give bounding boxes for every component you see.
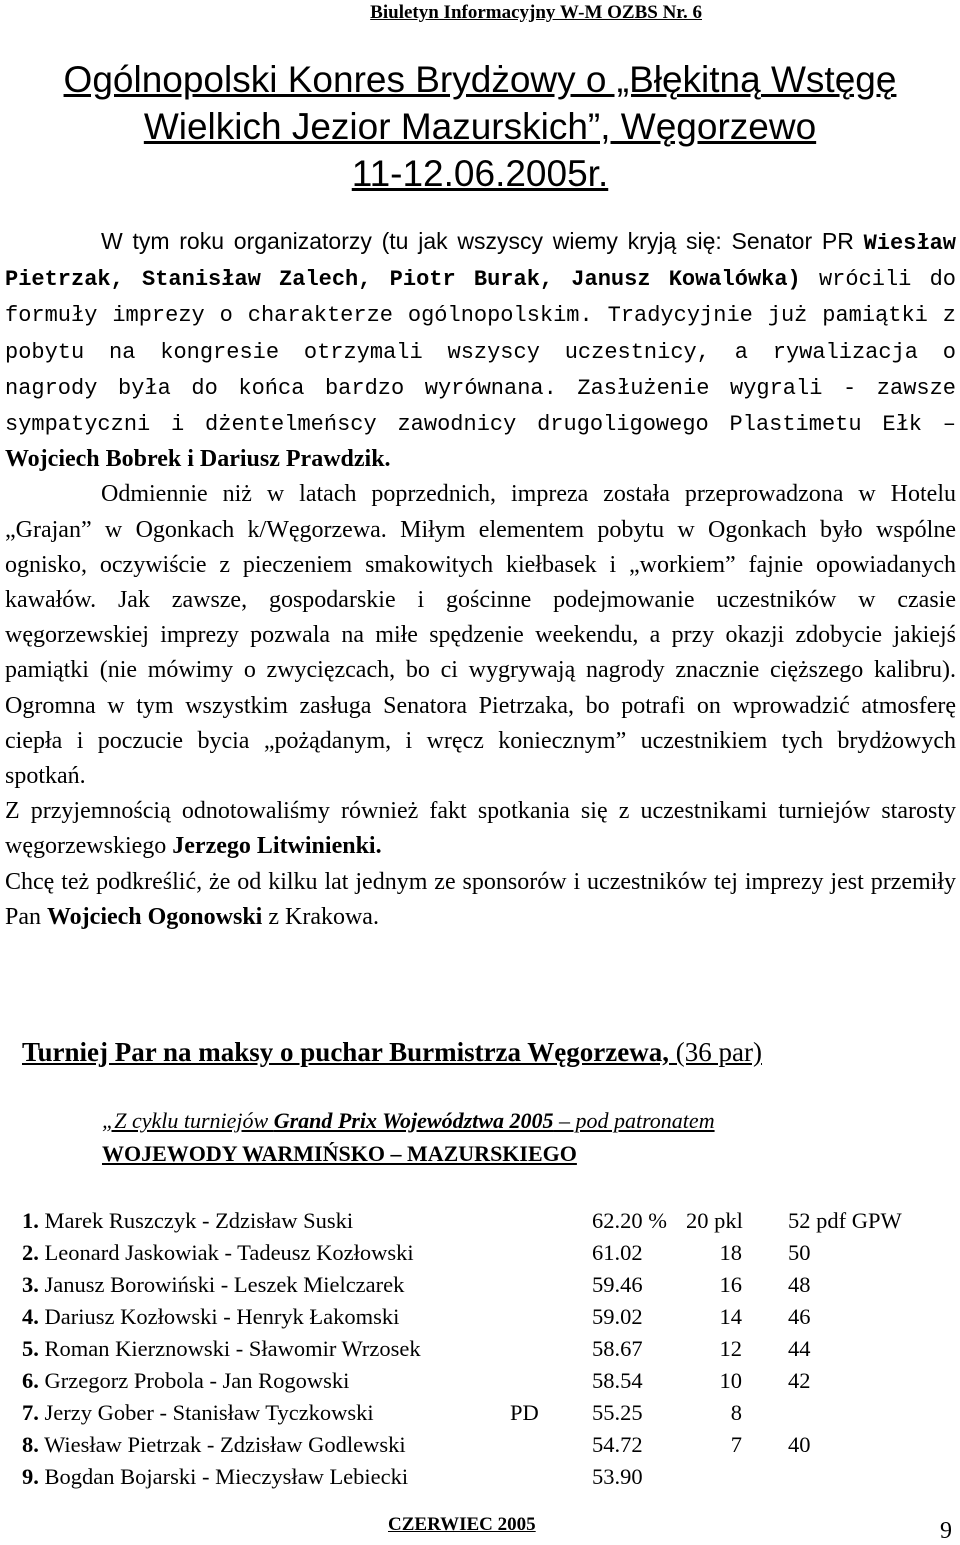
starost-name: Jerzego Litwinienki.	[172, 833, 382, 860]
result-pair	[22, 1301, 399, 1333]
paragraph-4-end: z Krakowa.	[262, 903, 379, 930]
title-line-3: 11-12.06.2005r.	[351, 153, 609, 194]
paragraph-2: Odmiennie niż w latach poprzednich, impreza została przeprowadzona w Hotelu „Grajan” w Ogonkach k/Węgorzewa. Miłym elementem pobytu w Ogonkach było wspólne ognisko, oczywiście z pieczeniem smakowitych kiełbasek i „workiem” fajnie opowiadanych kawałów. Jak zawsze, gospodarskie i gościnne podejmowanie uczestników w czasie węgorzewskiej imprezy pozwala na miłe spędzenie weekendu, a przy okazji zdobycie jakiejś pamiątki (nie mówimy o zwycięzcach, bo ci wygrywają nagrody znacznie cięższego kalibru). Ogromna w tym wszystkim zasługa Senatora Pietrzaka, bo potrafi on wprowadzić atmosferę ciepła i poczucie bycia „pożądanym, i wręcz koniecznym” uczestnikiem tych brydżowych spotkań.	[5, 481, 956, 790]
paragraph-1-intro: W tym roku organizatorzy (tu jak wszyscy wiemy kryją się: Senator PR	[101, 228, 864, 254]
result-pair-names: Dariusz Kozłowski - Henryk Łakomski	[44, 1304, 400, 1329]
result-row	[22, 1365, 952, 1397]
page-number: 9	[940, 1518, 952, 1544]
result-pdf: 44	[788, 1336, 811, 1361]
result-pair-names: Leonard Jaskowiak - Tadeusz Kozłowski	[44, 1240, 414, 1265]
result-points: 20 pkl	[686, 1208, 743, 1233]
result-rank: 9.	[22, 1464, 39, 1489]
result-pair-names: Grzegorz Probola - Jan Rogowski	[44, 1368, 350, 1393]
result-points: 12	[719, 1336, 742, 1361]
sponsor-name: Wojciech Ogonowski	[47, 903, 263, 930]
running-header-text: Biuletyn Informacyjny W-M OZBS Nr. 6	[370, 2, 702, 23]
result-pair	[22, 1461, 408, 1493]
result-percent: 59.02	[592, 1304, 643, 1329]
series-patronage: – pod patronatem	[553, 1108, 715, 1133]
result-rank: 6.	[22, 1368, 39, 1393]
result-rank: 1.	[22, 1208, 39, 1233]
result-pair	[22, 1269, 404, 1301]
footer-date: CZERWIEC 2005	[388, 1514, 536, 1535]
result-rank: 7.	[22, 1400, 39, 1425]
result-percent: 53.90	[592, 1464, 643, 1489]
paragraph-1-text: wrócili do formuły imprezy o charakterze ogólnopolskim. Tradycyjnie już pamiątki z pobytu na kongresie otrzymali wszyscy uczestnicy, a rywalizacja o nagrody była do końca bardzo wyrównana. Zasłużenie wygrali - zawsze sympatyczni i dżentelmeńscy zawodnicy drugoligowego Plastimetu Ełk –	[5, 267, 956, 438]
tournament-patron: WOJEWODY WARMIŃSKO – MAZURSKIEGO	[102, 1141, 577, 1166]
paragraph-4	[5, 865, 956, 935]
result-points: 16	[719, 1272, 742, 1297]
paragraph-4-text: Chcę też podkreślić, że od kilku lat jednym ze sponsorów i uczestników tej imprezy jest przemiły Pan	[5, 868, 956, 930]
result-pair	[22, 1365, 349, 1397]
result-row	[22, 1461, 952, 1493]
tournament-pair-count: (36 par)	[669, 1037, 762, 1067]
result-rank: 4.	[22, 1304, 39, 1329]
result-percent: 58.67	[592, 1336, 643, 1361]
result-row	[22, 1397, 952, 1429]
series-name: Grand Prix Województwa 2005	[273, 1108, 554, 1133]
result-pair	[22, 1397, 374, 1429]
result-pair-names: Jerzy Gober - Stanisław Tyczkowski	[44, 1400, 374, 1425]
result-pdf: 46	[788, 1304, 811, 1329]
result-percent: 58.54	[592, 1368, 643, 1393]
article-body	[5, 224, 956, 935]
result-pdf: 40	[788, 1432, 811, 1457]
result-rank: 8.	[22, 1432, 39, 1457]
result-percent: 54.72	[592, 1432, 643, 1457]
result-percent: 61.02	[592, 1240, 643, 1265]
result-pair-names: Wiesław Pietrzak - Zdzisław Godlewski	[44, 1432, 406, 1457]
result-pdf: 42	[788, 1368, 811, 1393]
tournament-title-text: Turniej Par na maksy o puchar Burmistrza Węgorzewa,	[22, 1037, 669, 1067]
result-percent: 55.25	[592, 1400, 643, 1425]
result-pair	[22, 1429, 406, 1461]
paragraph-3	[5, 794, 956, 864]
result-percent: 59.46	[592, 1272, 643, 1297]
paragraph-3-text: Z przyjemnością odnotowaliśmy również fakt spotkania się z uczestnikami turniejów starosty węgorzewskiego	[5, 798, 956, 860]
organizers-names: Wiesław Pietrzak, Stanisław Zalech, Piotr Burak, Janusz Kowalówka)	[5, 231, 956, 293]
result-points: 18	[719, 1240, 742, 1265]
tournament-title	[22, 1037, 942, 1068]
page-title	[0, 56, 960, 197]
series-intro: „Z cyklu turniejów	[102, 1108, 274, 1133]
result-pdf: 48	[788, 1272, 811, 1297]
result-pair-names: Janusz Borowiński - Leszek Mielczarek	[44, 1272, 405, 1297]
paragraph-1	[5, 224, 956, 477]
result-pair-names: Bogdan Bojarski - Mieczysław Lebiecki	[44, 1464, 409, 1489]
tournament-series-line	[102, 1108, 715, 1134]
result-points: 8	[730, 1400, 742, 1425]
result-rank: 5.	[22, 1336, 39, 1361]
result-percent: 62.20 %	[592, 1208, 667, 1233]
result-rank: 3.	[22, 1272, 39, 1297]
result-pair	[22, 1237, 414, 1269]
title-line-1: Ogólnopolski Konres Brydżowy o „Błękitną Wstęgę	[63, 59, 897, 100]
result-row	[22, 1301, 952, 1333]
results-list	[22, 1205, 952, 1493]
result-pd-mark: PD	[510, 1400, 539, 1425]
result-rank: 2.	[22, 1240, 39, 1265]
winners-names: Wojciech Bobrek i Dariusz Prawdzik.	[5, 446, 391, 473]
result-row	[22, 1237, 952, 1269]
result-pair-names: Marek Ruszczyk - Zdzisław Suski	[44, 1208, 354, 1233]
running-header	[0, 2, 960, 24]
result-pdf: 50	[788, 1240, 811, 1265]
result-row	[22, 1429, 952, 1461]
result-row	[22, 1333, 952, 1365]
result-row	[22, 1269, 952, 1301]
result-points: 7	[730, 1432, 742, 1457]
result-points: 14	[719, 1304, 742, 1329]
result-pair	[22, 1205, 353, 1237]
title-line-2: Wielkich Jezior Mazurskich”, Węgorzewo	[143, 106, 817, 147]
result-row	[22, 1205, 952, 1237]
result-points: 10	[719, 1368, 742, 1393]
result-pair	[22, 1333, 421, 1365]
result-pdf: 52 pdf GPW	[788, 1208, 902, 1233]
result-pair-names: Roman Kierznowski - Sławomir Wrzosek	[44, 1336, 421, 1361]
